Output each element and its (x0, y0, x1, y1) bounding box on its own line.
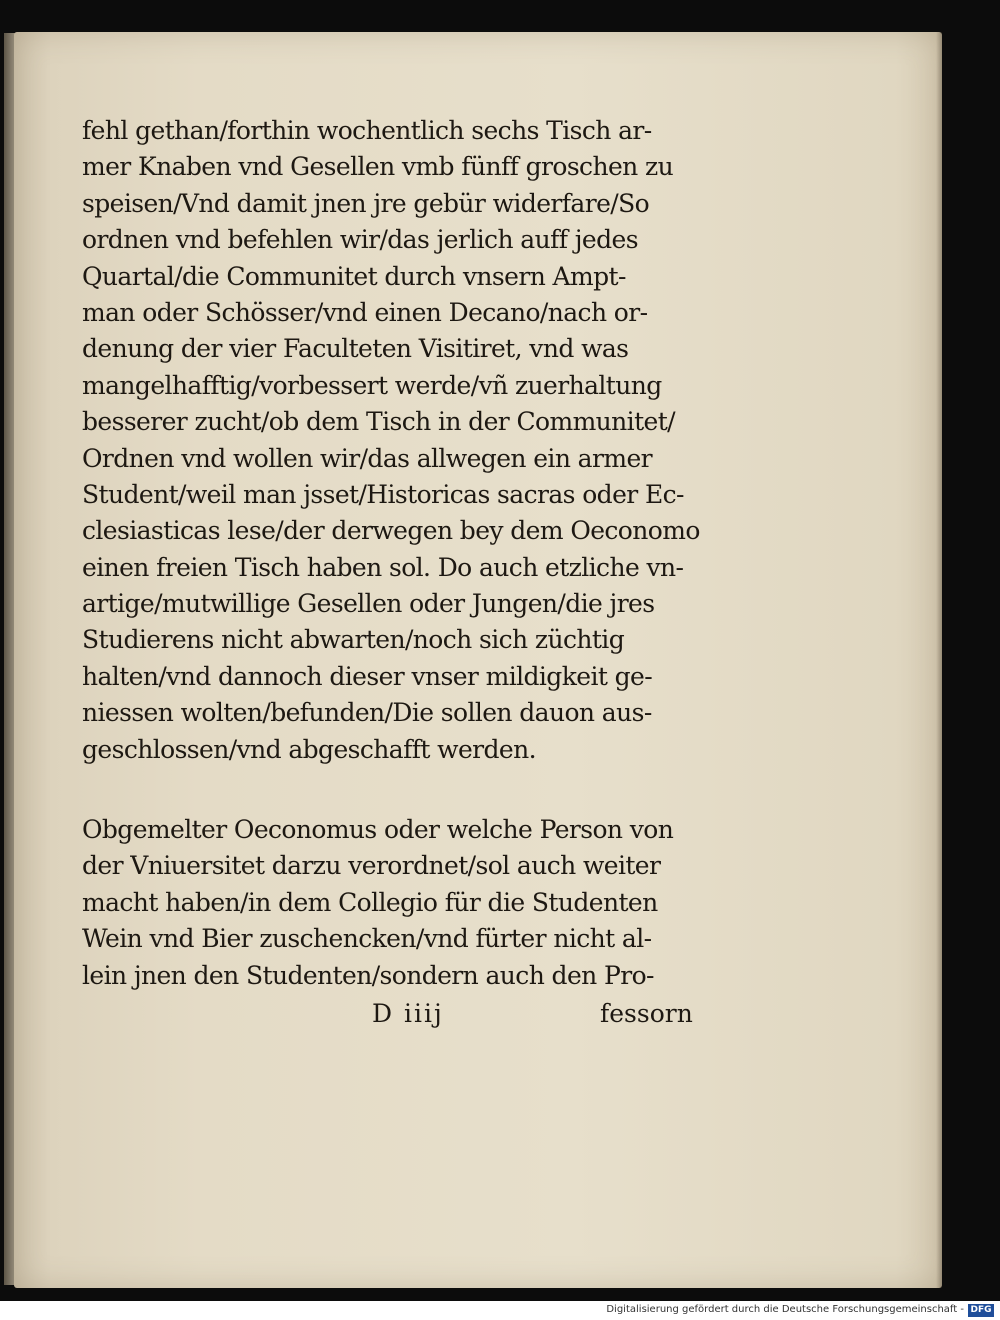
text-line: mer Knaben vnd Gesellen vmb fünff groschen zu (82, 152, 674, 182)
text-line: clesiasticas lese/der derwegen bey dem Oeconomo (82, 516, 700, 546)
text-line: denung der vier Faculteten Visitiret, vnd was (82, 334, 629, 364)
text-line: speisen/Vnd damit jnen jre gebür widerfare/So (82, 188, 650, 218)
text-line: Ordnen vnd wollen wir/das allwegen ein armer (82, 443, 652, 473)
text-line: niessen wolten/befunden/Die sollen dauon aus- (82, 698, 652, 728)
text-line: lein jnen den Studenten/sondern auch den Pro- (82, 960, 654, 990)
text-line: Wein vnd Bier zuschencken/vnd fürter nicht al- (82, 924, 652, 954)
text-line: ordnen vnd befehlen wir/das jerlich auff jedes (82, 225, 638, 255)
text-line: Obgemelter Oeconomus oder welche Person von (82, 815, 674, 845)
text-line: Quartal/die Communitet durch vnsern Ampt- (82, 261, 626, 291)
text-line: einen freien Tisch haben sol. Do auch etzliche vn- (82, 552, 684, 582)
text-line: Student/weil man jsset/Historicas sacras oder Ec- (82, 479, 684, 509)
text-line: macht haben/in dem Collegio für die Studenten (82, 887, 658, 917)
text-line: fehl gethan/forthin wochentlich sechs Tisch ar- (82, 116, 652, 145)
first-paragraph (82, 113, 722, 768)
text-line: man oder Schösser/vnd einen Decano/nach or- (82, 297, 648, 327)
dfg-logo[interactable]: DFG (968, 1304, 994, 1317)
footer-bar (0, 1301, 1000, 1320)
catchword: fessorn (600, 998, 693, 1028)
paragraph-gap (82, 768, 722, 812)
page-right-edge (936, 32, 942, 1288)
text-line: geschlossen/vnd abgeschafft werden. (82, 734, 536, 764)
text-line: besserer zucht/ob dem Tisch in der Communitet/ (82, 407, 675, 437)
text-line: halten/vnd dannoch dieser vnser mildigkeit ge- (82, 661, 653, 691)
second-paragraph (82, 812, 722, 994)
text-line: mangelhafftig/vorbessert werde/vñ zuerhaltung (82, 370, 662, 400)
signature-line (82, 994, 722, 1034)
text-line: der Vniuersitet darzu verordnet/sol auch weiter (82, 851, 661, 881)
text-line: artige/mutwillige Gesellen oder Jungen/die jres (82, 589, 655, 619)
signature-mark: D iiij (372, 998, 444, 1028)
text-line: Studierens nicht abwarten/noch sich züchtig (82, 625, 625, 655)
funding-credit: Digitalisierung gefördert durch die Deutsche Forschungsgemeinschaft - (606, 1304, 964, 1315)
page-text-block (82, 113, 722, 1034)
